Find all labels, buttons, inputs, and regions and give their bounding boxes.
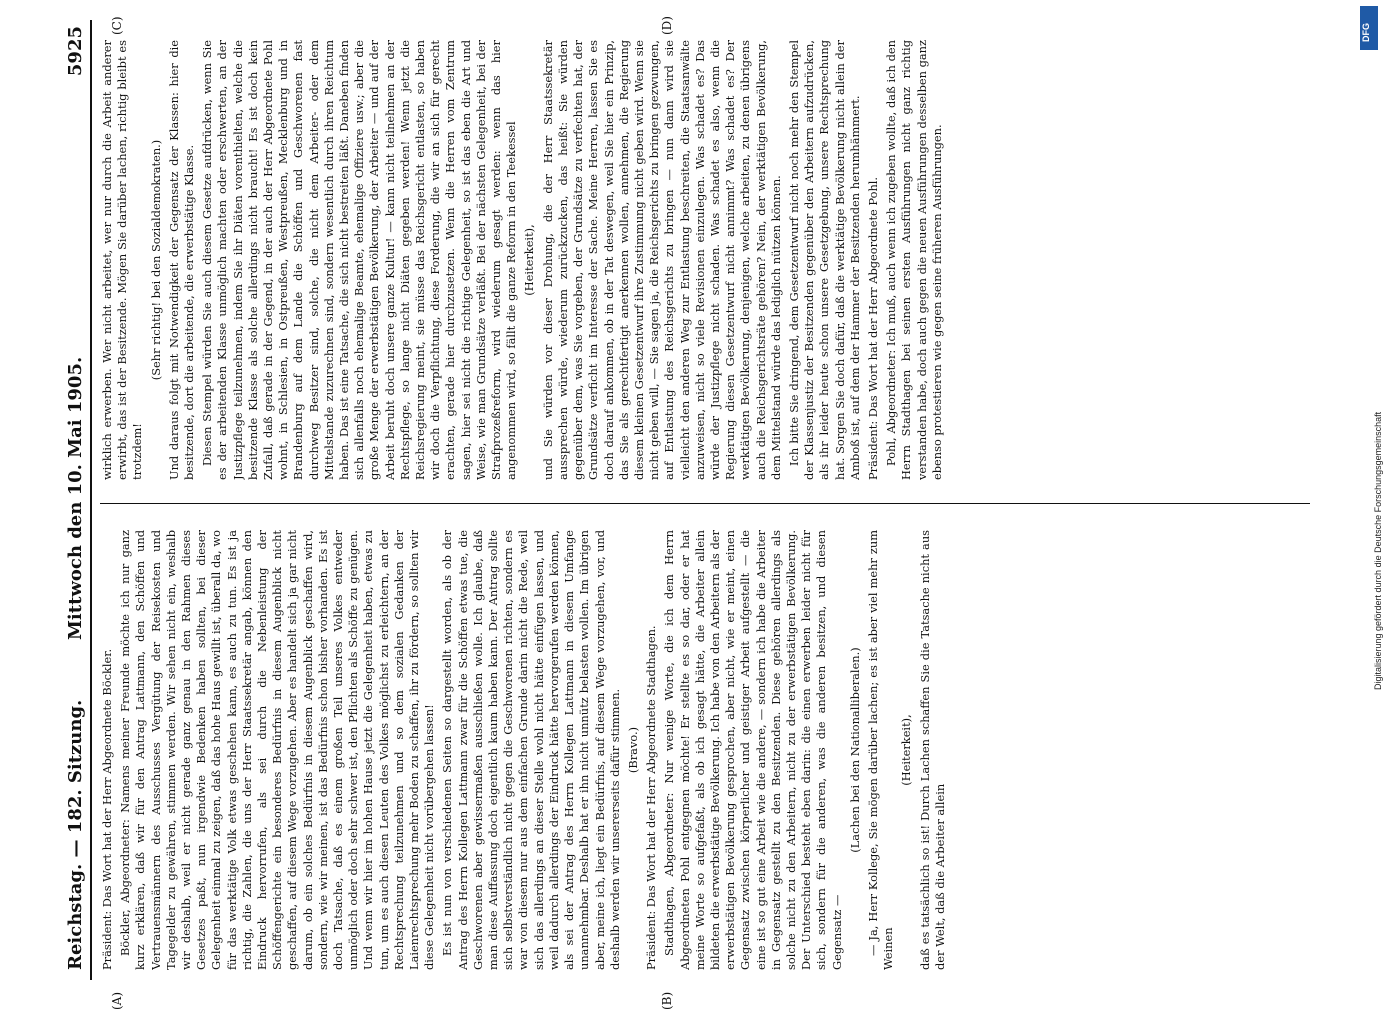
paragraph: Pohl, Abgeordneter: Ich muß, auch wenn ich zugeben wollte, daß ich den Herrn Stadthagen bei seinen ersten Ausführungen nicht ganz richtig verstanden habe, doch auch gegen die neuen Ausführungen desselben ganz ebenso protestieren wie gegen seine früheren Ausführungen. xyxy=(884,40,944,480)
header-left: Reichstag. — 182. Sitzung. xyxy=(65,699,86,970)
interjection: (Bravo.) xyxy=(625,726,640,774)
paragraph: Präsident: Das Wort hat der Herr Abgeordnete Pohl. xyxy=(865,176,880,480)
paragraph: daß es tatsächlich so ist! Durch Lachen schaffen Sie die Tatsache nicht aus der Welt, daß die Arbeiter allein xyxy=(917,530,947,970)
margin-mark-a: (A) xyxy=(110,991,124,1010)
paragraph: Stadthagen, Abgeordneter: Nur wenige Worte, die ich dem Herrn Abgeordneten Pohl entgegnen möchte! Er stellte es so dar, oder er hat meine Worte so aufgefaßt, als ob ich gesagt hätte, die Arbeiter allein bildeten die erwerbstätige Bevölkerung. Ich habe von den Arbeitern als der erwerbstätigen Bevölkerung gesprochen, aber nicht, wie er meint, einen Gegensatz zwischen körperlicher und geistiger Arbeit aufgestellt — die eine ist so gut eine Arbeit wie die andere, — sondern ich habe die Arbeiter in Gegensatz gestellt zu den Besitzenden. Diese gehören allerdings als solche nicht zu den Arbeitern, nicht zu der erwerbstätigen Bevölkerung. Der Unterschied besteht eben darin: die einen erwerben leider nicht für sich, sondern für die anderen, was die anderen besitzen, und diesen Gegensatz — xyxy=(662,530,844,970)
interjection: (Lachen bei den Nationalliberalen.) xyxy=(847,647,862,853)
paragraph: und Sie würden vor dieser Drohung, die der Herr Staatssekretär aussprechen würde, wiederum zurückzucken, das heißt: Sie würden gegenüber dem, was Sie vorgeben, der Grundsätze zu verfechten hat, der Grundsätze verficht im Interesse der Sache. Meine Herren, lassen Sie es doch darauf ankommen, ob in der Tat deswegen, weil Sie hier ein Prinzip, das Sie als gerechtfertigt anerkennen wollen, annehmen, die Regierung diesem kleinen Gesetzentwurf ihre Zustimmung nicht geben wird. Wenn sie nicht geben will, — Sie sagen ja, die Reichsgerichts zu bringen gezwungen, auf Entlastung des Reichsgerichts zu bringen — nun dann wird sie vielleicht den anderen Weg zur Entlastung beschreiten, die Staatsanwälte anzuweisen, nicht so viele Revisionen einzulegen. Was schadet es? Das würde der Justizpflege nicht schaden. Was schadet es also, wenn die Regierung diesen Gesetzentwurf nicht annimmt? Was schadet es? Der werktätigen Bevölkerung, denjenigen, welche arbeiten, zu denen übrigens auch die Reichsgerichtsräte gehören? Nein, der werktätigen Bevölkerung, dem Mittelstand würde das lediglich nützen können. xyxy=(540,40,783,480)
interjection: (Heiterkeit), xyxy=(899,714,914,786)
paragraph: Es ist nun von verschiedenen Seiten so dargestellt worden, als ob der Antrag des Herrn Kollegen Lattmann zwar für die Schöffen etwas tue, die Geschworenen aber gewissermaßen ausschließen wolle. Ich glaube, daß man diese Auffassung doch eigentlich kaum haben kann. Der Antrag sollte sich selbstverständlich nicht gegen die Geschworenen richten, sondern es war von diesem nur aus dem einfachen Grunde darin nicht die Rede, weil sich das allerdings an dieser Stelle wohl nicht hätte einfügen lassen, und weil dadurch allerdings der Eindruck hätte hervorgerufen werden können, als sei der Antrag des Herrn Kollegen Lattmann in diesem Umfange unannehmbar. Deshalb hat er ihn nicht unnütz belasten wollen. Im übrigen aber, meine ich, liegt ein Bedürfnis, auf diesem Wege vorzugehen, vor, und deshalb werden wir unsererseits dafür stimmen. xyxy=(440,530,622,970)
interjection: (Heiterkeit), xyxy=(522,224,537,296)
paragraph: Böckler, Abgeordneter: Namens meiner Freunde möchte ich nur ganz kurz erklären, daß wir für den Antrag Lattmann, den Schöffen und Vertrauensmännern des Ausschusses Vergütung der Reisekosten und Tagegelder zu gewähren, stimmen werden. Wir sehen nicht ein, weshalb wir deshalb, weil er nicht gerade ganz genau in den Rahmen dieses Gesetzes paßt, nun irgendwie Bedenken haben sollten, bei dieser Gelegenheit einmal zu zeigen, daß das hohe Haus gewillt ist, überall da, wo für das werktätige Volk etwas geschehen kann, es auch zu tun. Es ist ja richtig, die Zahlen, die uns der Herr Staatssekretär angab, können den Eindruck hervorrufen, als sei durch die Nebenleistung der Schöffengerichte ein besonderes Bedürfnis in diesem Augenblick nicht geschaffen, auf diesem Wege vorzugehen. Aber es handelt sich ja gar nicht darum, ob ein solches Bedürfnis in diesem Augenblick geschaffen wird, sondern, wie wir meinen, ist das Bedürfnis schon bisher vorhanden. Es ist doch Tatsache, daß es einem großen Teil unseres Volkes entweder unmöglich oder doch sehr schwer ist, den Pflichten als Schöffe zu genügen. Und wenn wir hier im hohen Hause jetzt die Gelegenheit haben, etwas zu tun, um es auch diesen Leuten des Volkes möglichst zu erleichtern, an der Rechtsprechung teilzunehmen und so dem sozialen Gedanken der Laienrechtsprechung mehr Boden zu schaffen, ihr zu fördern, so sollten wir diese Gelegenheit nicht vorübergehen lassen! xyxy=(118,530,437,970)
margin-mark-c: (C) xyxy=(110,16,124,35)
paragraph: Präsident: Das Wort hat der Herr Abgeordnete Böckler. xyxy=(100,648,114,970)
page-number: 5925 xyxy=(65,26,86,77)
dfg-logo xyxy=(1360,6,1378,50)
digitization-credit xyxy=(1351,0,1383,1000)
margin-mark-b: (B) xyxy=(660,991,674,1010)
paragraph: Und daraus folgt mit Notwendigkeit der Gegensatz der Klassen: hier die besitzende, dort die arbeitende, die erwerbstätige Klasse. xyxy=(166,40,197,480)
margin-mark-d: (D) xyxy=(660,16,674,35)
paragraph: Diesen Stempel würden Sie auch diesem Gesetze aufdrücken, wenn Sie es der arbeitenden Klasse unmöglich machten oder erschwerten, an der Justizpflege teilzunehmen, indem Sie ihr Diäten vorenthielten, welche die besitzende Klasse als solche allerdings nicht braucht! Es ist doch kein Zufall, daß gerade in der Gegend, in der auch der Herr Abgeordnete Pohl wohnt, in Schlesien, in Ostpreußen, Westpreußen, Mecklenburg und in Brandenburg auf dem Lande die Schöffen und Geschworenen fast durchweg Besitzer sind, solche, die nicht dem Arbeiter- oder dem Mittelstande zuzurechnen sind, sondern wesentlich durch ihren Reichtum haben. Das ist eine Tatsache, die sich nicht bestreiten läßt. Daneben finden sich allenfalls noch ehemalige Beamte, ehemalige Offiziere usw.; aber die große Menge der erwerbstätigen Bevölkerung, der Arbeiter — und auf der Arbeit beruht doch unsere ganze Kultur! — kann nicht teilnehmen an der Rechtspflege, so lange nicht Diäten gegeben werden! Wenn jetzt die Reichsregierung meint, sie müsse das Reichsgericht entlasten, so haben wir doch die Verpflichtung, diese Forderung, die wir an sich für gerecht erachten, gerade hier durchzusetzen. Wenn die Herren vom Zentrum sagen, hier sei nicht die richtige Gelegenheit, so ist das eben die Art und Weise, wie man Grundsätze verläßt. Bei der nächsten Gelegenheit, bei der Strafprozeßreform, wird wiederum gesagt werden: wenn das hier angenommen wird, so fällt die ganze Reform in den Teekessel xyxy=(200,40,519,480)
left-column xyxy=(100,530,1320,970)
paragraph: Ich bitte Sie dringend, dem Gesetzentwurf nicht noch mehr den Stempel der Klassenjustiz der Besitzenden gegenüber den Arbeitern aufzudrücken, als ihr leider heute schon unsere Gesetzgebung, unsere Rechtsprechung hat. Sorgen Sie doch dafür, daß die werktätige Bevölkerung nicht allein der Amboß ist, auf dem der Hammer der Besitzenden herumhämmert. xyxy=(786,40,862,480)
interjection: (Sehr richtig! bei den Sozialdemokraten.) xyxy=(148,139,163,381)
credit-text: Digitalisierung gefördert durch die Deutsche Forschungsgemeinschaft xyxy=(1373,411,1383,690)
dfg-logo-text: DFG xyxy=(1361,23,1371,42)
right-column xyxy=(100,40,1320,480)
rotated-page-content xyxy=(40,16,1340,1010)
header-date: Mittwoch den 10. Mai 1905. xyxy=(65,356,86,640)
paragraph: Präsident: Das Wort hat der Herr Abgeordnete Stadthagen. xyxy=(644,625,659,970)
column-divider xyxy=(100,503,1310,504)
paragraph: wirklich erwerben. Wer nicht arbeitet, wer nur durch die Arbeit anderer erwirbt, das ist der Besitzende. Mögen Sie darüber lachen, richtig bleibt es trotzdem! xyxy=(100,40,145,480)
paragraph: — Ja, Herr Kollege, Sie mögen darüber lachen; es ist aber viel mehr zum Weinen xyxy=(865,530,896,970)
page-header xyxy=(60,20,92,980)
